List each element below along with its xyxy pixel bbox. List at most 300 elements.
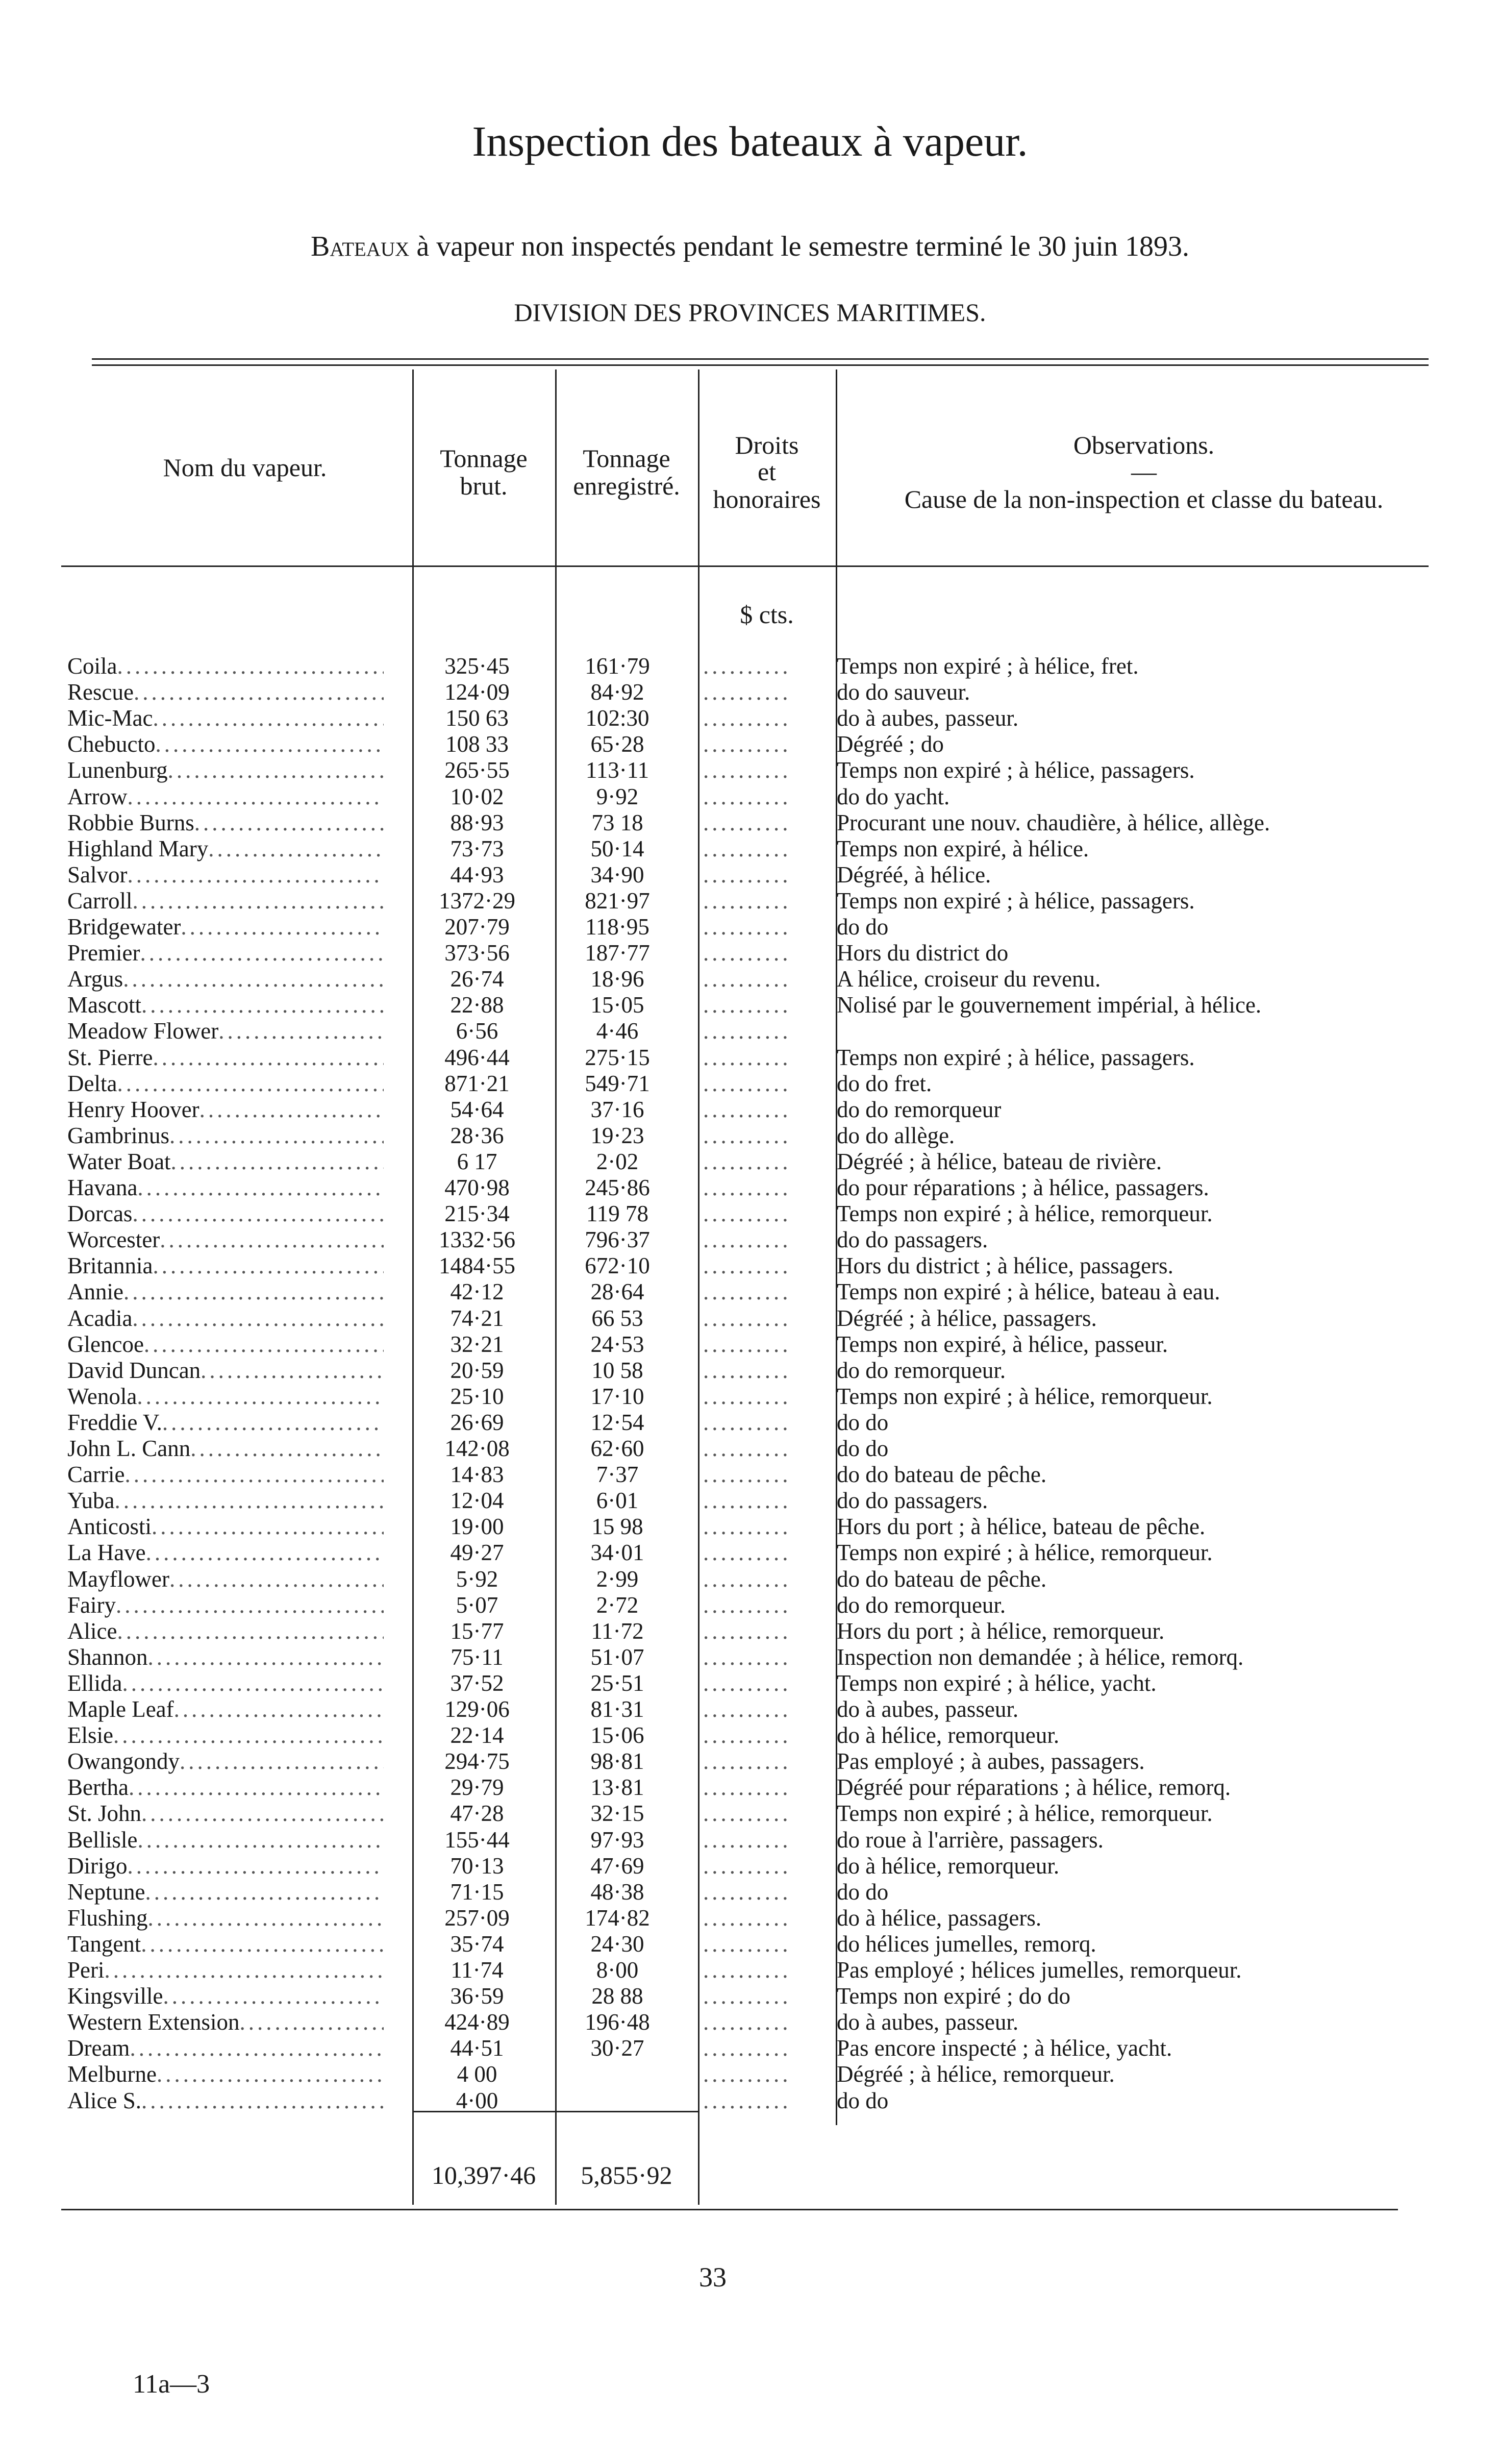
observation: do roue à l'arrière, passagers. bbox=[837, 1827, 1104, 1853]
net-tonnage: 48·38 bbox=[590, 1879, 644, 1905]
gross-tonnage: 6·56 bbox=[456, 1018, 498, 1044]
observation: Hors du port ; à hélice, remorqueur. bbox=[837, 1618, 1165, 1644]
fees-leader: .......... bbox=[703, 1644, 791, 1670]
gross-tonnage: 42·12 bbox=[450, 1279, 504, 1304]
vessel-name: Annie ..... bbox=[67, 1279, 384, 1305]
vessel-name: Shannon ..... bbox=[67, 1644, 384, 1670]
vessel-name: Argus ..... bbox=[67, 966, 384, 992]
fees-leader: .......... bbox=[703, 888, 791, 914]
gross-tonnage: 470·98 bbox=[444, 1175, 510, 1200]
gross-tonnage: 1484·55 bbox=[439, 1253, 515, 1278]
gross-tonnage: 32·21 bbox=[450, 1332, 504, 1357]
header-net-2: enregistré. bbox=[573, 472, 680, 500]
net-tonnage: 17·10 bbox=[590, 1384, 644, 1409]
gross-tonnage: 26·69 bbox=[450, 1410, 504, 1435]
net-tonnage: 672·10 bbox=[585, 1253, 650, 1278]
fees-leader: .......... bbox=[703, 1279, 791, 1304]
fees-leader: .......... bbox=[703, 679, 791, 705]
observation: Hors du district ; à hélice, passagers. bbox=[837, 1253, 1173, 1278]
vessel-name: John L. Cann ..... bbox=[67, 1436, 384, 1462]
fees-leader: .......... bbox=[703, 1592, 791, 1618]
gross-tonnage: 150 63 bbox=[445, 705, 509, 731]
division-heading: DIVISION DES PROVINCES MARITIMES. bbox=[514, 298, 986, 327]
vessel-name: Bridgewater ..... bbox=[67, 914, 384, 940]
fees-leader: .......... bbox=[703, 653, 791, 679]
vessel-name: Rescue ..... bbox=[67, 679, 384, 705]
column-rule bbox=[698, 369, 699, 2205]
net-tonnage: 47·69 bbox=[590, 1853, 644, 1879]
observation: do do passagers. bbox=[837, 1227, 988, 1252]
net-tonnage: 84·92 bbox=[590, 679, 644, 705]
observation: Nolisé par le gouvernement impérial, à hélice. bbox=[837, 992, 1262, 1018]
vessel-name: Gambrinus ..... bbox=[67, 1123, 384, 1149]
vessel-name: Dorcas ..... bbox=[67, 1201, 384, 1227]
gross-tonnage: 124·09 bbox=[444, 679, 510, 705]
net-tonnage: 187·77 bbox=[585, 940, 650, 966]
vessel-name: Havana ..... bbox=[67, 1175, 384, 1201]
observation: do à hélice, remorqueur. bbox=[837, 1853, 1060, 1879]
gross-tonnage: 74·21 bbox=[450, 1305, 504, 1331]
net-tonnage: 25·51 bbox=[590, 1670, 644, 1696]
net-tonnage: 7·37 bbox=[596, 1462, 639, 1487]
subtitle-lead: Bateaux bbox=[311, 231, 410, 262]
vessel-name: Alice ..... bbox=[67, 1618, 384, 1644]
fees-leader: .......... bbox=[703, 940, 791, 966]
net-tonnage: 6·01 bbox=[596, 1488, 639, 1513]
observation: Temps non expiré ; à hélice, yacht. bbox=[837, 1670, 1157, 1696]
net-tonnage: 15·05 bbox=[590, 992, 644, 1018]
vessel-name: Meadow Flower ..... bbox=[67, 1018, 384, 1044]
observation: Temps non expiré ; à hélice, remorqueur. bbox=[837, 1201, 1213, 1226]
vessel-name: Melburne ..... bbox=[67, 2061, 384, 2087]
observation: Temps non expiré, à hélice. bbox=[837, 836, 1089, 861]
observation: A hélice, croiseur du revenu. bbox=[837, 966, 1101, 992]
fees-leader: .......... bbox=[703, 1748, 791, 1774]
net-tonnage: 9·92 bbox=[596, 784, 639, 809]
fees-leader: .......... bbox=[703, 966, 791, 992]
observation: Temps non expiré ; do do bbox=[837, 1983, 1071, 2009]
observation: Dégréé ; do bbox=[837, 731, 944, 757]
observation: do do bbox=[837, 1410, 889, 1435]
gross-tonnage: 20·59 bbox=[450, 1358, 504, 1383]
net-tonnage: 821·97 bbox=[585, 888, 650, 914]
fees-leader: .......... bbox=[703, 1410, 791, 1435]
page-title: Inspection des bateaux à vapeur. bbox=[472, 118, 1028, 165]
vessel-name: Glencoe ..... bbox=[67, 1332, 384, 1358]
observation: Temps non expiré ; à hélice, passagers. bbox=[837, 1045, 1195, 1070]
fees-leader: .......... bbox=[703, 1957, 791, 1983]
observation: do do allège. bbox=[837, 1123, 955, 1148]
gross-tonnage: 44·51 bbox=[450, 2035, 504, 2061]
net-tonnage: 10 58 bbox=[591, 1358, 643, 1383]
net-tonnage: 12·54 bbox=[590, 1410, 644, 1435]
net-tonnage: 28·64 bbox=[590, 1279, 644, 1304]
fees-leader: .......... bbox=[703, 705, 791, 731]
observation: do do bbox=[837, 1436, 889, 1461]
fees-leader: .......... bbox=[703, 1618, 791, 1644]
fees-leader: .......... bbox=[703, 731, 791, 757]
net-tonnage: 50·14 bbox=[590, 836, 644, 861]
header-net-1: Tonnage bbox=[583, 444, 670, 473]
fees-leader: .......... bbox=[703, 1931, 791, 1957]
header-obs-1: Observations. bbox=[1073, 431, 1215, 459]
gross-tonnage: 4 00 bbox=[457, 2061, 497, 2087]
observation: Inspection non demandée ; à hélice, remorq. bbox=[837, 1644, 1244, 1670]
fees-leader: .......... bbox=[703, 1175, 791, 1200]
fees-leader: .......... bbox=[703, 992, 791, 1018]
fees-leader: .......... bbox=[703, 1775, 791, 1800]
total-gross: 10,397·46 bbox=[431, 2161, 536, 2189]
observation: do pour réparations ; à hélice, passagers. bbox=[837, 1175, 1209, 1200]
gross-tonnage: 142·08 bbox=[444, 1436, 510, 1461]
header-fees-1: Droits bbox=[735, 431, 799, 459]
header-obs-2: — bbox=[1131, 457, 1157, 486]
net-tonnage: 34·90 bbox=[590, 862, 644, 888]
gross-tonnage: 26·74 bbox=[450, 966, 504, 992]
vessel-name: Mascott ..... bbox=[67, 992, 384, 1018]
net-tonnage: 118·95 bbox=[585, 914, 649, 940]
vessel-name: St. Pierre ..... bbox=[67, 1045, 384, 1071]
net-tonnage: 81·31 bbox=[590, 1696, 644, 1722]
vessel-name: La Have ..... bbox=[67, 1540, 384, 1566]
observation: do do remorqueur bbox=[837, 1097, 1002, 1122]
header-name: Nom du vapeur. bbox=[163, 453, 327, 482]
fees-leader: .......... bbox=[703, 1201, 791, 1226]
fees-leader: .......... bbox=[703, 1305, 791, 1331]
gross-tonnage: 47·28 bbox=[450, 1801, 504, 1826]
net-tonnage: 24·30 bbox=[590, 1931, 644, 1957]
fees-leader: .......... bbox=[703, 1801, 791, 1826]
fees-leader: .......... bbox=[703, 1853, 791, 1879]
fees-leader: .......... bbox=[703, 1018, 791, 1044]
vessel-name: Wenola ..... bbox=[67, 1384, 384, 1410]
observation: do do remorqueur. bbox=[837, 1358, 1006, 1383]
gross-tonnage: 294·75 bbox=[444, 1748, 510, 1774]
net-tonnage: 66 53 bbox=[591, 1305, 643, 1331]
observation: Temps non expiré ; à hélice, remorqueur. bbox=[837, 1384, 1213, 1409]
observation: Dégréé ; à hélice, passagers. bbox=[837, 1305, 1097, 1331]
vessel-name: Tangent ..... bbox=[67, 1931, 384, 1957]
observation: Pas encore inspecté ; à hélice, yacht. bbox=[837, 2035, 1172, 2061]
observation: do à hélice, remorqueur. bbox=[837, 1722, 1060, 1748]
net-tonnage: 18·96 bbox=[590, 966, 644, 992]
observation: do à aubes, passeur. bbox=[837, 2009, 1019, 2035]
gross-tonnage: 22·88 bbox=[450, 992, 504, 1018]
gross-tonnage: 49·27 bbox=[450, 1540, 504, 1565]
fees-leader: .......... bbox=[703, 2061, 791, 2087]
gross-tonnage: 871·21 bbox=[444, 1071, 510, 1096]
net-tonnage: 796·37 bbox=[585, 1227, 650, 1252]
vessel-name: Ellida ..... bbox=[67, 1670, 384, 1696]
gross-tonnage: 257·09 bbox=[444, 1905, 510, 1931]
vessel-name: Dream ..... bbox=[67, 2035, 384, 2061]
vessel-name: Owangondy ..... bbox=[67, 1748, 384, 1775]
gross-tonnage: 424·89 bbox=[444, 2009, 510, 2035]
observation: do à aubes, passeur. bbox=[837, 1696, 1019, 1722]
fees-leader: .......... bbox=[703, 1905, 791, 1931]
fees-leader: .......... bbox=[703, 1045, 791, 1070]
vessel-name: Fairy ..... bbox=[67, 1592, 384, 1618]
observation: Temps non expiré ; à hélice, fret. bbox=[837, 653, 1139, 679]
total-rule bbox=[412, 2111, 698, 2112]
net-tonnage: 98·81 bbox=[590, 1748, 644, 1774]
gross-tonnage: 15·77 bbox=[450, 1618, 504, 1644]
header-fees-3: honoraires bbox=[713, 485, 821, 513]
fees-leader: .......... bbox=[703, 2035, 791, 2061]
fees-leader: .......... bbox=[703, 2009, 791, 2035]
vessel-name: Carrie ..... bbox=[67, 1462, 384, 1488]
gross-tonnage: 28·36 bbox=[450, 1123, 504, 1148]
fees-leader: .......... bbox=[703, 1436, 791, 1461]
observation: Temps non expiré, à hélice, passeur. bbox=[837, 1332, 1168, 1357]
gross-tonnage: 71·15 bbox=[450, 1879, 504, 1905]
gross-tonnage: 373·56 bbox=[444, 940, 510, 966]
page-number: 33 bbox=[699, 2262, 727, 2293]
observation: Dégréé ; à hélice, remorqueur. bbox=[837, 2061, 1115, 2087]
net-tonnage: 161·79 bbox=[585, 653, 650, 679]
observation: Dégréé, à hélice. bbox=[837, 862, 991, 888]
observation: do do bateau de pêche. bbox=[837, 1462, 1047, 1487]
subtitle-rest: à vapeur non inspectés pendant le semestre terminé le 30 juin 1893. bbox=[409, 231, 1189, 262]
vessel-name: Mayflower ..... bbox=[67, 1566, 384, 1592]
fees-leader: .......... bbox=[703, 1827, 791, 1853]
vessel-name: Alice S. ..... bbox=[67, 2088, 384, 2114]
vessel-name: Premier ..... bbox=[67, 940, 384, 966]
observation: Dégréé ; à hélice, bateau de rivière. bbox=[837, 1149, 1162, 1174]
vessel-name: Delta ..... bbox=[67, 1071, 384, 1097]
net-tonnage: 113·11 bbox=[585, 757, 649, 783]
header-fees-2: et bbox=[757, 457, 777, 486]
fees-leader: .......... bbox=[703, 757, 791, 783]
fees-leader: .......... bbox=[703, 1358, 791, 1383]
gross-tonnage: 11·74 bbox=[451, 1957, 504, 1983]
fees-leader: .......... bbox=[703, 1071, 791, 1096]
observation: Temps non expiré ; à hélice, remorqueur. bbox=[837, 1540, 1213, 1565]
observation: do do yacht. bbox=[837, 784, 950, 809]
gross-tonnage: 12·04 bbox=[450, 1488, 504, 1513]
net-tonnage: 275·15 bbox=[585, 1045, 650, 1070]
gross-tonnage: 496·44 bbox=[444, 1045, 510, 1070]
observation: Dégréé pour réparations ; à hélice, remorq. bbox=[837, 1775, 1231, 1800]
observation: Temps non expiré ; à hélice, remorqueur. bbox=[837, 1801, 1213, 1826]
gross-tonnage: 6 17 bbox=[457, 1149, 497, 1174]
vessel-name: Worcester ..... bbox=[67, 1227, 384, 1253]
vessel-name: Salvor ..... bbox=[67, 862, 384, 888]
vessel-name: Robbie Burns ..... bbox=[67, 810, 384, 836]
gross-tonnage: 215·34 bbox=[444, 1201, 510, 1226]
fees-leader: .......... bbox=[703, 2088, 791, 2113]
fees-leader: .......... bbox=[703, 1670, 791, 1696]
observation: do do bbox=[837, 2088, 889, 2113]
gross-tonnage: 325·45 bbox=[444, 653, 510, 679]
net-tonnage: 2·72 bbox=[596, 1592, 639, 1618]
vessel-name: Henry Hoover ..... bbox=[67, 1097, 384, 1123]
gross-tonnage: 5·92 bbox=[456, 1566, 498, 1592]
vessel-name: Chebucto ..... bbox=[67, 731, 384, 757]
net-tonnage: 119 78 bbox=[586, 1201, 649, 1226]
vessel-name: Neptune ..... bbox=[67, 1879, 384, 1905]
currency-label: $ cts. bbox=[740, 600, 794, 629]
net-tonnage: 196·48 bbox=[585, 2009, 650, 2035]
vessel-name: Acadia ..... bbox=[67, 1305, 384, 1332]
fees-leader: .......... bbox=[703, 862, 791, 888]
vessel-name: Dirigo ..... bbox=[67, 1853, 384, 1879]
observation: do do passagers. bbox=[837, 1488, 988, 1513]
net-tonnage: 102:30 bbox=[585, 705, 649, 731]
gross-tonnage: 29·79 bbox=[450, 1775, 504, 1800]
gross-tonnage: 207·79 bbox=[444, 914, 510, 940]
total-net: 5,855·92 bbox=[581, 2161, 672, 2189]
fees-leader: .......... bbox=[703, 1566, 791, 1592]
net-tonnage: 11·72 bbox=[591, 1618, 644, 1644]
fees-leader: .......... bbox=[703, 1696, 791, 1722]
vessel-name: Lunenburg ..... bbox=[67, 757, 384, 783]
gross-tonnage: 155·44 bbox=[444, 1827, 510, 1853]
net-tonnage: 13·81 bbox=[590, 1775, 644, 1800]
observation: Hors du port ; à hélice, bateau de pêche. bbox=[837, 1514, 1206, 1539]
vessel-name: Carroll ..... bbox=[67, 888, 384, 914]
net-tonnage: 8·00 bbox=[596, 1957, 639, 1983]
vessel-name: Peri ..... bbox=[67, 1957, 384, 1983]
gross-tonnage: 22·14 bbox=[450, 1722, 504, 1748]
vessel-name: Coila ..... bbox=[67, 653, 384, 679]
vessel-name: Britannia ..... bbox=[67, 1253, 384, 1279]
fees-leader: .......... bbox=[703, 1332, 791, 1357]
gross-tonnage: 70·13 bbox=[450, 1853, 504, 1879]
vessel-name: Anticosti ..... bbox=[67, 1514, 384, 1540]
fees-leader: .......... bbox=[703, 784, 791, 809]
observation: Pas employé ; hélices jumelles, remorqueur. bbox=[837, 1957, 1242, 1983]
gross-tonnage: 1372·29 bbox=[439, 888, 515, 914]
net-tonnage: 15 98 bbox=[591, 1514, 643, 1539]
vessel-name: Water Boat ..... bbox=[67, 1149, 384, 1175]
gross-tonnage: 75·11 bbox=[451, 1644, 504, 1670]
top-rule-inner bbox=[92, 364, 1429, 366]
observation: Pas employé ; à aubes, passagers. bbox=[837, 1748, 1145, 1774]
observation: do hélices jumelles, remorq. bbox=[837, 1931, 1096, 1957]
gross-tonnage: 36·59 bbox=[450, 1983, 504, 2009]
observation: do à aubes, passeur. bbox=[837, 705, 1019, 731]
gross-tonnage: 73·73 bbox=[450, 836, 504, 861]
net-tonnage: 97·93 bbox=[590, 1827, 644, 1853]
net-tonnage: 15·06 bbox=[590, 1722, 644, 1748]
observation: do do bateau de pêche. bbox=[837, 1566, 1047, 1592]
vessel-name: Mic-Mac ..... bbox=[67, 705, 384, 731]
gross-tonnage: 25·10 bbox=[450, 1384, 504, 1409]
fees-leader: .......... bbox=[703, 1879, 791, 1905]
fees-leader: .......... bbox=[703, 810, 791, 835]
observation: Temps non expiré ; à hélice, bateau à eau. bbox=[837, 1279, 1220, 1304]
observation: Temps non expiré ; à hélice, passagers. bbox=[837, 757, 1195, 783]
gross-tonnage: 14·83 bbox=[450, 1462, 504, 1487]
net-tonnage: 65·28 bbox=[590, 731, 644, 757]
fees-leader: .......... bbox=[703, 1227, 791, 1252]
observation: do do fret. bbox=[837, 1071, 932, 1096]
fees-leader: .......... bbox=[703, 1462, 791, 1487]
net-tonnage: 30·27 bbox=[590, 2035, 644, 2061]
net-tonnage: 4·46 bbox=[596, 1018, 639, 1044]
vessel-name: Highland Mary ..... bbox=[67, 836, 384, 862]
net-tonnage: 2·02 bbox=[596, 1149, 639, 1174]
vessel-name: Freddie V. ..... bbox=[67, 1410, 384, 1436]
fees-leader: .......... bbox=[703, 836, 791, 861]
header-obs-3: Cause de la non-inspection et classe du bateau. bbox=[904, 485, 1384, 513]
net-tonnage: 28 88 bbox=[591, 1983, 643, 2009]
gross-tonnage: 37·52 bbox=[450, 1670, 504, 1696]
vessel-name: David Duncan ..... bbox=[67, 1358, 384, 1384]
net-tonnage: 174·82 bbox=[585, 1905, 650, 1931]
header-gross-2: brut. bbox=[460, 472, 508, 500]
table-subtitle bbox=[0, 229, 1500, 264]
top-rule bbox=[92, 358, 1429, 360]
vessel-name: Kingsville ..... bbox=[67, 1983, 384, 2009]
net-tonnage: 32·15 bbox=[590, 1801, 644, 1826]
observation: do do remorqueur. bbox=[837, 1592, 1006, 1618]
net-tonnage: 73 18 bbox=[591, 810, 643, 835]
gross-tonnage: 88·93 bbox=[450, 810, 504, 835]
fees-leader: .......... bbox=[703, 1514, 791, 1539]
header-gross-1: Tonnage bbox=[440, 444, 528, 473]
fees-leader: .......... bbox=[703, 1384, 791, 1409]
gross-tonnage: 265·55 bbox=[444, 757, 510, 783]
vessel-name: Elsie ..... bbox=[67, 1722, 384, 1748]
observation: Procurant une nouv. chaudière, à hélice, allège. bbox=[837, 810, 1270, 835]
fees-leader: .......... bbox=[703, 1722, 791, 1748]
vessel-name: Flushing ..... bbox=[67, 1905, 384, 1931]
observation: Hors du district do bbox=[837, 940, 1009, 966]
gross-tonnage: 54·64 bbox=[450, 1097, 504, 1122]
observation: do à hélice, passagers. bbox=[837, 1905, 1042, 1931]
net-tonnage: 245·86 bbox=[585, 1175, 650, 1200]
gross-tonnage: 129·06 bbox=[444, 1696, 510, 1722]
vessel-name: Bertha ..... bbox=[67, 1775, 384, 1801]
observation: do do bbox=[837, 1879, 889, 1905]
bottom-rule bbox=[61, 2209, 1398, 2210]
net-tonnage: 34·01 bbox=[590, 1540, 644, 1565]
fees-leader: .......... bbox=[703, 1540, 791, 1565]
net-tonnage: 2·99 bbox=[596, 1566, 639, 1592]
vessel-name: Yuba ..... bbox=[67, 1488, 384, 1514]
gross-tonnage: 5·07 bbox=[456, 1592, 498, 1618]
net-tonnage: 62·60 bbox=[590, 1436, 644, 1461]
fees-leader: .......... bbox=[703, 1488, 791, 1513]
gross-tonnage: 1332·56 bbox=[439, 1227, 515, 1252]
gross-tonnage: 35·74 bbox=[450, 1931, 504, 1957]
gross-tonnage: 19·00 bbox=[450, 1514, 504, 1539]
vessel-name: Western Extension ..... bbox=[67, 2009, 384, 2035]
vessel-name: St. John ..... bbox=[67, 1801, 384, 1827]
sheet-mark: 11a—3 bbox=[133, 2370, 210, 2399]
net-tonnage: 19·23 bbox=[590, 1123, 644, 1148]
observation: do do bbox=[837, 914, 889, 940]
vessel-name: Arrow ..... bbox=[67, 784, 384, 810]
fees-leader: .......... bbox=[703, 1983, 791, 2009]
gross-tonnage: 108 33 bbox=[445, 731, 509, 757]
fees-leader: .......... bbox=[703, 914, 791, 940]
observation: Temps non expiré ; à hélice, passagers. bbox=[837, 888, 1195, 914]
net-tonnage: 24·53 bbox=[590, 1332, 644, 1357]
fees-leader: .......... bbox=[703, 1253, 791, 1278]
observation: do do sauveur. bbox=[837, 679, 970, 705]
vessel-name: Bellisle ..... bbox=[67, 1827, 384, 1853]
vessel-name: Maple Leaf ..... bbox=[67, 1696, 384, 1722]
gross-tonnage: 44·93 bbox=[450, 862, 504, 888]
fees-leader: .......... bbox=[703, 1097, 791, 1122]
gross-tonnage: 10·02 bbox=[450, 784, 504, 809]
net-tonnage: 51·07 bbox=[590, 1644, 644, 1670]
net-tonnage: 37·16 bbox=[590, 1097, 644, 1122]
header-rule bbox=[61, 565, 1429, 567]
